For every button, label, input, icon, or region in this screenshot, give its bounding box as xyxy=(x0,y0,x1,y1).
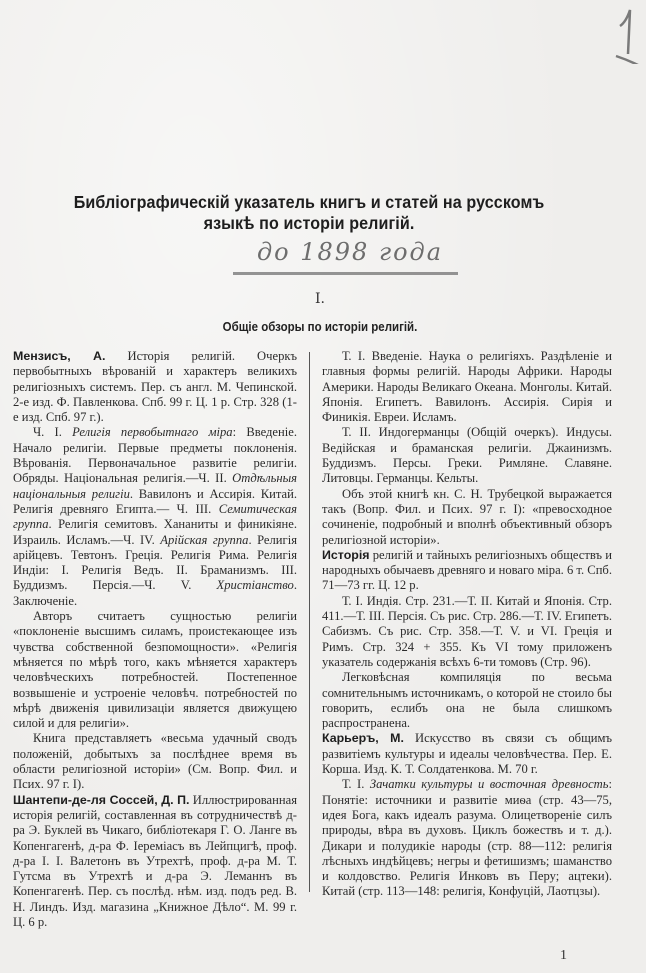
part-title: Отдѣльныя національныя религіи xyxy=(13,471,297,501)
part-title: Зачатки культуры и восточная древность xyxy=(369,777,609,792)
entry-review: Легковѣсная компиляція по весьма сомнительнымъ источникамъ, о которой не стоило бы говорить, еслибъ она не была слишкомъ распространена. xyxy=(322,670,613,731)
entry-author: Мензисъ, А. xyxy=(13,349,106,363)
handwritten-annotation xyxy=(225,238,475,282)
title-line-2: языкѣ по исторіи религій. xyxy=(203,213,415,233)
entry-volume-1: Т. I. Введеніе. Наука о религіяхъ. Раздѣленіе и главныя формы религій. Народы Африки. Народы Америки. Народы Великаго Океана. Монголы. Китай. Японія. Египетъ. Вавилонъ. Ассирія. Сирія и Финикія. Евреи. Исламъ. xyxy=(322,349,612,425)
entry-author: Карьеръ, М. xyxy=(322,731,404,746)
section-number: I. xyxy=(315,291,325,307)
page-number: 1 xyxy=(560,948,567,963)
title-line-1: Библіографическій указатель книгъ и статей на русскомъ xyxy=(73,192,545,212)
entry-text: Искусство въ связи съ общимъ развитіемъ культуры и идеалы человѣчества. Пер. Е. Корша. Изд. К. Т. Солдатенкова. М. 70 г. xyxy=(322,731,612,777)
part-title: Арійская группа xyxy=(160,532,249,547)
entry-author: Шантепи-де-ля Соссей, Д. П. xyxy=(13,792,190,807)
entry-volume-2: Т. II. Индогерманцы (Общій очеркъ). Индусы. Ведійская и браманская религіи. Джаинизмъ. Буддизмъ. Персы. Греки. Римляне. Славяне. Литовцы. Германцы. Кельты. xyxy=(322,425,612,486)
contents-prefix: Ч. I. xyxy=(33,425,73,440)
entry-carriere xyxy=(322,731,612,777)
entry-author: Исторія xyxy=(322,547,370,562)
entry-review: Объ этой книгѣ кн. С. Н. Трубецкой выражается такъ (Вопр. Фил. и Псих. 97 г. I): «превосходное сочиненіе, подробный и вполнѣ объективный обзоръ религіозной исторіи». xyxy=(322,486,612,547)
handwritten-page-number xyxy=(612,4,642,64)
section-title: Общіе обзоры по исторіи религій. xyxy=(222,320,418,334)
part-text: . Религія семитовъ. Хананиты и финикіяне. Израиль. Исламъ.—Ч. IV. xyxy=(13,517,297,547)
part-text: : Введеніе. Начало религіи. Первые предметы поклоненія. Вѣрованія. Первоначальное развитіе религіи. Обряды. Національная религія.—Ч. II. xyxy=(13,425,297,486)
entry-istoriya xyxy=(322,548,612,594)
part-text: . Заключеніе. xyxy=(13,578,297,608)
contents-prefix: Т. I. xyxy=(342,777,370,792)
part-title: Семитическая группа xyxy=(13,501,297,532)
part-title: Христіанство xyxy=(216,578,294,593)
part-title: Религія первобытнаго міра xyxy=(72,425,233,440)
part-text: . Вавилонъ и Ассирія. Китай. Религія древняго Египта.— Ч. III. xyxy=(13,486,298,516)
entry-text: религій и тайныхъ религіозныхъ обществъ и народныхъ обычаевъ древняго и новаго міра. 6 т. Спб. 71—73 гг. Ц. 12 р. xyxy=(322,547,612,593)
left-column xyxy=(13,349,297,930)
entry-contents xyxy=(13,425,297,609)
right-column xyxy=(322,349,612,900)
entry-contents xyxy=(322,777,612,899)
column-divider xyxy=(309,352,310,892)
document-title xyxy=(38,192,581,234)
entry-text: Исторія религій. Очеркъ первобытныхъ вѣрованій и характеръ великихъ религіозныхъ системъ. Пер. съ англ. М. Чепинской. 2-е изд. Ф. Павленкова. Спб. 99 г. Ц. 1 р. Стр. 328 (1-е изд. Спб. 97 г.). xyxy=(13,349,298,425)
handwritten-underline xyxy=(233,272,458,275)
entry-contents: Т. I. Индія. Стр. 231.—Т. II. Китай и Японія. Стр. 411.—Т. III. Персія. Съ рис. Стр. 286.—Т. IV. Египетъ. Сабизмъ. Съ рис. Стр. 358.—Т. V. и VI. Греція и Римъ. Стр. 324 + 355. Къ VI тому приложенъ указатель содержанія всѣхъ 6-ти томовъ (Стр. 96). xyxy=(322,593,612,669)
part-text: . Религія арійцевъ. Тевтонъ. Греція. Религія Рима. Религія Индіи: I. Религія Ведъ. II. Браманизмъ. III. Буддизмъ. Персія.—Ч. V. xyxy=(13,532,297,593)
entry-text: Иллюстрированная исторія религій, составленная въ сотрудничествѣ д-ра Э. Буклей въ Чикаго, библіотекаря Г. О. Ланге въ Копенгагенѣ, д-ра Ф. Іереміасъ въ Лейпцигѣ, проф. д-ра I. I. Валетонъ въ Утрехтѣ, проф. д-ра М. Т. Гутсма въ Утрехтѣ и д-ра Э. Леманнъ въ Копенгагенѣ. Пер. съ послѣд. нѣм. изд. подъ ред. В. Н. Линдъ. Изд. магазина „Книжное Дѣло“. М. 99 г. Ц. 6 р. xyxy=(13,792,297,929)
part-text: : Понятіе: источники и развитіе миѳа (стр. 43—75, идея Бога, какъ идеалъ разума. Олицетвореніе силъ природы, вѣра въ духовъ. Циклъ божествъ и т. д.). Дикари и полудикіе народы (стр. 88—112: религія лѣсныхъ индѣйцевъ; негры и фетишизмъ; шаманство и колдовство. Религія Инковъ въ Перу; ацтеки). Китай (стр. 113—148: религія, Конфуцій, Лаотцзы). xyxy=(322,777,612,899)
entry-review: Книга представляетъ «весьма удачный сводъ положеній, добытыхъ за послѣднее время въ области религіозной исторіи» (См. Вопр. Фил. и Псих. 97 г. I). xyxy=(13,731,297,792)
entry-chantepie xyxy=(13,793,297,931)
handwritten-note: до 1898 года xyxy=(256,238,444,266)
entry-menzis xyxy=(13,349,297,425)
entry-commentary: Авторъ считаетъ сущностью религіи «поклоненіе высшимъ силамъ, проистекающее изъ чувства собственной безпомощности». «Религія мѣняется по мѣрѣ того, какъ мѣняется характеръ человѣческихъ потребностей. Постепенное возвышеніе и устроеніе человѣч. потребностей по мѣрѣ движенія цивилизаціи является движущею силой и для религіи». xyxy=(13,609,297,731)
